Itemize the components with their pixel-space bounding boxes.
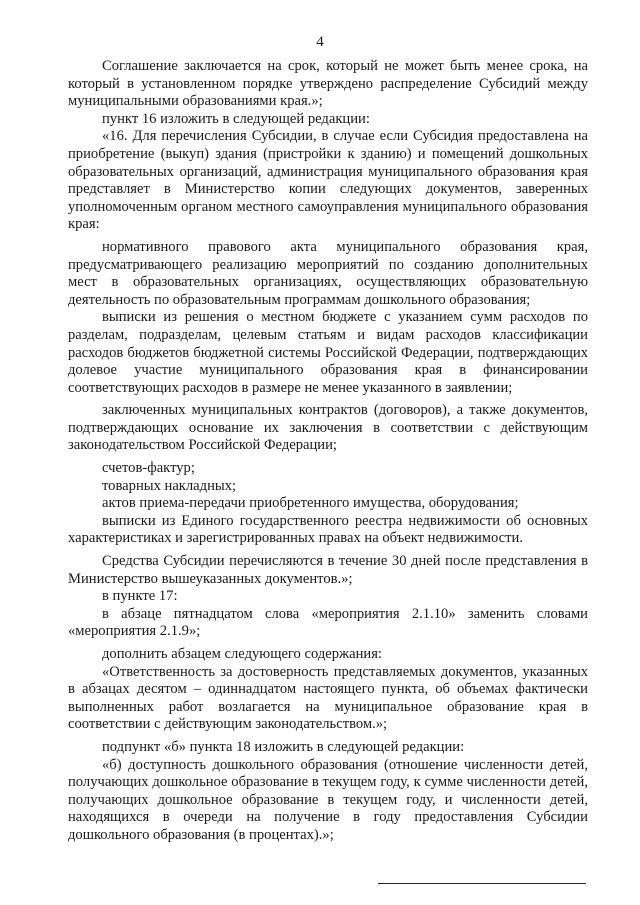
paragraph: «Ответственность за достоверность представляемых документов, указанных в абзацах десятом – одиннадцатом настоящего пункта, об объемах фактически выполненных работ возлагается на муниципальное образование края в соответствии с действующим законодательством.»;: [68, 663, 588, 733]
footer-divider: [378, 883, 586, 884]
paragraph: нормативного правового акта муниципального образования края, предусматривающего реализацию мероприятий по созданию дополнительных мест в образовательных организациях, осуществляющих образовательную деятельность по образовательным программам дошкольного образования;: [68, 238, 588, 308]
paragraph: заключенных муниципальных контрактов (договоров), а также документов, подтверждающих основание их заключения в соответствии с действующим законодательством Российской Федерации;: [68, 402, 588, 454]
paragraph: в абзаце пятнадцатом слова «мероприятия 2.1.10» заменить словами «мероприятия 2.1.9»;: [68, 605, 588, 640]
paragraph: Соглашение заключается на срок, который не может быть менее срока, на который в установленном порядке утверждено распределение Субсидий между муниципальными образованиями края.»;: [68, 58, 588, 110]
paragraph: подпункт «б» пункта 18 изложить в следующей редакции:: [102, 738, 465, 755]
paragraph: товарных накладных;: [102, 477, 237, 494]
paragraph: счетов-фактур;: [102, 460, 195, 477]
page-number: 4: [316, 34, 324, 50]
paragraph: актов приема-передачи приобретенного имущества, оборудования;: [102, 495, 519, 512]
document-body: [68, 58, 588, 845]
paragraph: дополнить абзацем следующего содержания:: [102, 646, 382, 662]
paragraph: пункт 16 изложить в следующей редакции:: [102, 110, 370, 127]
paragraph: «16. Для перечисления Субсидии, в случае если Субсидия предоставлена на приобретение (выкуп) здания (пристройки к зданию) и помещений дошкольных образовательных организаций, администрация муниципального образования края представляет в Министерство копии следующих документов, заверенных уполномоченным органом местного самоуправления муниципального образования края:: [68, 128, 588, 233]
paragraph: выписки из Единого государственного реестра недвижимости об основных характеристиках и зарегистрированных правах на объект недвижимости.: [68, 512, 588, 547]
paragraph: в пункте 17:: [102, 588, 178, 605]
paragraph: выписки из решения о местном бюджете с указанием сумм расходов по разделам, подразделам, целевым статьям и видам расходов классификации расходов бюджетов бюджетной системы Российской Федерации, подтверждающих долевое участие муниципального образования края в финансировании соответствующих расходов в размере не менее указанного в заявлении;: [68, 309, 588, 396]
paragraph: Средства Субсидии перечисляются в течение 30 дней после представления в Министерство вышеуказанных документов.»;: [68, 553, 588, 587]
paragraph: «б) доступность дошкольного образования (отношение численности детей, получающих дошкольное образование в текущем году, к сумме численности детей, получающих дошкольное образование в текущем году, и численности детей, находящихся в очереди на получение в году предоставления Субсидии дошкольного образования (в процентах).»;: [68, 756, 588, 843]
